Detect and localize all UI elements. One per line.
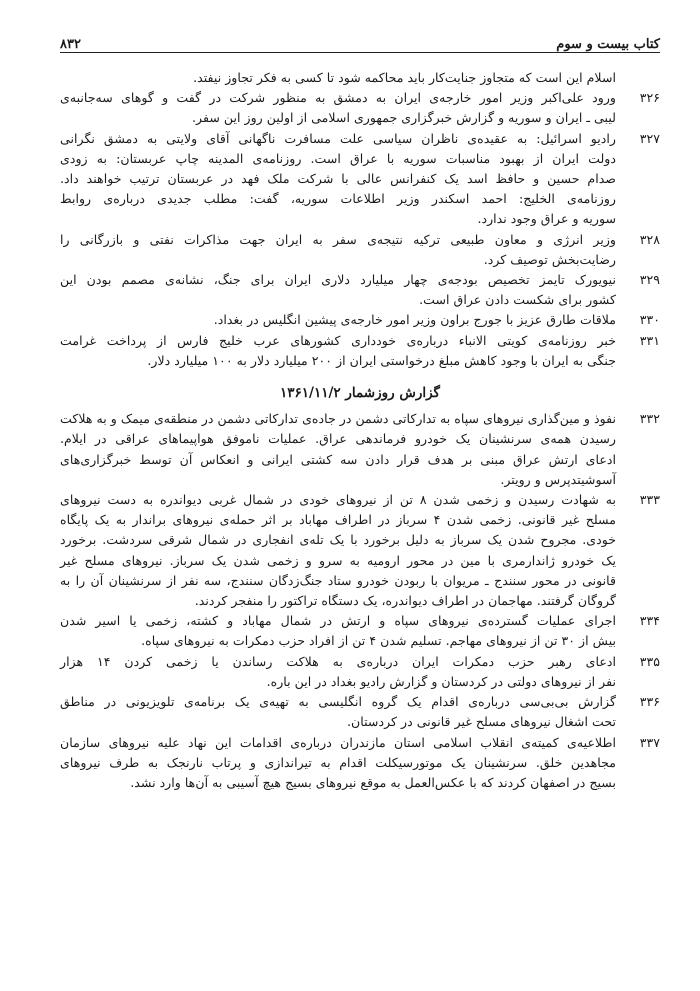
entry-item	[60, 490, 660, 611]
text-line: تحت اشغال نیروهای مسلح غیر قانونی در کردستان.	[347, 714, 616, 730]
text-line: روزنامه‌ی الخلیج: احمد اسکندر وزیر اطلاعات سوریه، گفت: مطلب جدیدی درباره‌ی روابط	[60, 191, 616, 207]
text-line: نفوذ و مین‌گذاری نیروهای سپاه به تدارکاتی دشمن در جاده‌ی تدارکاتی دشمن در منطقه‌ی میمک و به هلاکت	[59, 411, 616, 427]
entry-number: ۳۲۸	[639, 231, 660, 247]
text-line: ادعای رهبر حزب دمکرات ایران درباره‌ی به هلاکت رساندن یا زخمی کردن ۱۴ هزار	[60, 653, 616, 669]
text-line: جنگی به ایران با وجود کاهش مبلغ درخواستی ایران از ۲۰۰ میلیارد دلار به ۱۰۰ میلیارد دلار.	[147, 352, 616, 368]
entry-number: ۳۳۰	[639, 312, 660, 328]
text-line: صدام حسین و حافظ اسد یک کنفرانس عالی با شرکت ملک فهد در عربستان ترتیب خواهند داد.	[60, 171, 616, 187]
text-line: وزیر انرژی و معاون طبیعی ترکیه نتیجه‌ی سفر به ایران جهت مذاکرات نفتی و بازرگانی را	[60, 231, 616, 247]
text-line: ادعای ارتش عراق مبنی بر هدف قرار دادن سه کشتی ایرانی و انعکاس آن توسط خبرگزاری‌های	[60, 451, 616, 467]
entry-number: ۳۳۲	[639, 411, 660, 427]
text-line: اجرای عملیات گسترده‌ی نیروهای سپاه و ارتش در شمال مهاباد و کشته، زخمی یا اسیر شدن	[60, 613, 616, 629]
page-body	[60, 68, 660, 793]
continued-paragraph	[60, 68, 660, 88]
page-number: ۸۳۲	[60, 37, 81, 52]
entry-item	[60, 652, 660, 692]
text-line: گزارش بی‌بی‌سی درباره‌ی اقدام یک گروه انگلیسی به تهیه‌ی یک برنامه‌ی تلویزیونی در مناطق	[60, 694, 616, 710]
text-line: دولت ایران از بهبود مناسبات سوریه با عراق است. روزنامه‌ی المدینه چاپ عربستان: به زودی	[60, 150, 616, 166]
entry-item	[60, 310, 660, 330]
text-line: قانونی در محور سنندج ـ مریوان با ربودن خودرو ستاد جنگ‌زدگان سنندج، سه نفر از سرنشینان آن را به	[60, 572, 616, 588]
section-title: گزارش روزشمار ۱۳۶۱/۱۱/۲	[280, 385, 440, 402]
entry-number: ۳۲۹	[639, 272, 660, 288]
text-line: یک خودرو ژاندارمری با مین در محور ارومیه به سرو و زخمی شدن یک سرباز. نیروهای مسلح غیر	[60, 552, 616, 568]
entry-item	[60, 611, 660, 651]
entry-number: ۳۳۵	[639, 653, 660, 669]
entry-number: ۳۳۱	[639, 332, 660, 348]
text-line: کشور برای شکست دادن عراق است.	[419, 292, 616, 308]
text-line: رضایت‌بخش توصیف کرد.	[483, 251, 616, 267]
text-line: خبر روزنامه‌ی کویتی الانباء درباره‌ی خودداری کشورهای عرب خلیج فارس از پرداخت غرامت	[60, 332, 616, 348]
entry-number: ۳۲۶	[639, 90, 660, 106]
entry-item	[60, 230, 660, 270]
text-line: سوریه و عراق وجود ندارد.	[477, 211, 616, 227]
text-line: مجاهدین خلق. سرنشینان یک موتورسیکلت اقدام به تیراندازی و پرتاب نارنجک به طرف نیروهای	[60, 754, 616, 770]
text-line: رسیدن همه‌ی سرنشینان یک خودرو فرماندهی عراق. عملیات ناموفق هواپیماهای عراقی در ایلام.	[60, 431, 616, 447]
entry-item	[60, 331, 660, 371]
entry-number: ۳۳۶	[639, 694, 660, 710]
entry-number: ۳۳۳	[639, 492, 660, 508]
text-line: آسوشیتدپرس و رویتر.	[500, 471, 616, 487]
text-line: گروگان گرفتند. مهاجمان در اطراف دیواندره، یک دستگاه تراکتور را منفجر کردند.	[194, 593, 616, 609]
text-line: بسیج در اصفهان کردند که با عکس‌العمل به موقع نیروهای بسیج هیچ آسیبی به آن‌ها وارد نشد.	[130, 774, 616, 790]
entries-list-b	[60, 409, 660, 793]
page-header	[60, 26, 660, 52]
header-rule	[60, 52, 660, 53]
text-line: نفر از نیروهای دولتی در کردستان و گزارش رادیو بغداد در این باره.	[266, 673, 616, 689]
entry-item	[60, 692, 660, 732]
entry-number: ۳۳۷	[639, 734, 660, 750]
entry-number: ۳۲۷	[639, 130, 660, 146]
text-line: ملاقات طارق عزیز با جورج براون وزیر امور خارجه‌ی پیشین انگلیس در بغداد.	[213, 312, 616, 328]
entry-item	[60, 129, 660, 230]
text-line: بیش از ۳۰ تن از نیروهای مهاجم. تسلیم شدن ۴ تن از افراد حزب دمکرات به نیروهای سپاه.	[141, 633, 616, 649]
book-title: کتاب بیست و سوم	[556, 37, 660, 52]
text-line: اطلاعیه‌ی کمیته‌ی انقلاب اسلامی استان مازندران درباره‌ی اقدامات این نهاد علیه نیروهای سازمان	[60, 734, 616, 750]
entry-item	[60, 270, 660, 310]
text-line: ورود علی‌اکبر وزیر امور خارجه‌ی ایران به دمشق به منظور شرکت در گفت و گوهای سه‌جانبه‌ی	[60, 90, 616, 106]
text-line: رادیو اسرائیل: به عقیده‌ی ناظران سیاسی علت مسافرت ناگهانی آقای ولایتی به دمشق نگرانی	[60, 130, 616, 146]
entry-number: ۳۳۴	[639, 613, 660, 629]
text-line: به شهادت رسیدن و زخمی شدن ۸ تن از نیروهای خودی در شمال غربی دیواندره به دست نیروهای	[60, 492, 616, 508]
entry-item	[60, 88, 660, 128]
text-line: نیویورک تایمز تخصیص بودجه‌ی چهار میلیارد دلاری ایران برای جنگ، نشانه‌ی مصمم بودن این	[60, 272, 616, 288]
text-line: خودی. مجروح شدن یک سرباز به دلیل برخورد با یک تله‌ی انفجاری در شمال شرقی سردشت. برخورد	[60, 532, 616, 548]
text-line: مسلح غیر قانونی. زخمی شدن ۴ سرباز در اطراف مهاباد بر اثر حمله‌ی نیروهای براندار به یک پایگاه	[60, 512, 616, 528]
entry-item	[60, 733, 660, 794]
entries-list-a	[60, 88, 660, 371]
text-line: اسلام این است که متجاوز جنایت‌کار باید محاکمه شود تا کسی به فکر تجاوز نیفتد.	[193, 70, 616, 85]
text-line: لیبی ـ ایران و سوریه و گزارش خبرگزاری جمهوری اسلامی از اولین روز این سفر.	[192, 110, 616, 126]
entry-item	[60, 409, 660, 490]
